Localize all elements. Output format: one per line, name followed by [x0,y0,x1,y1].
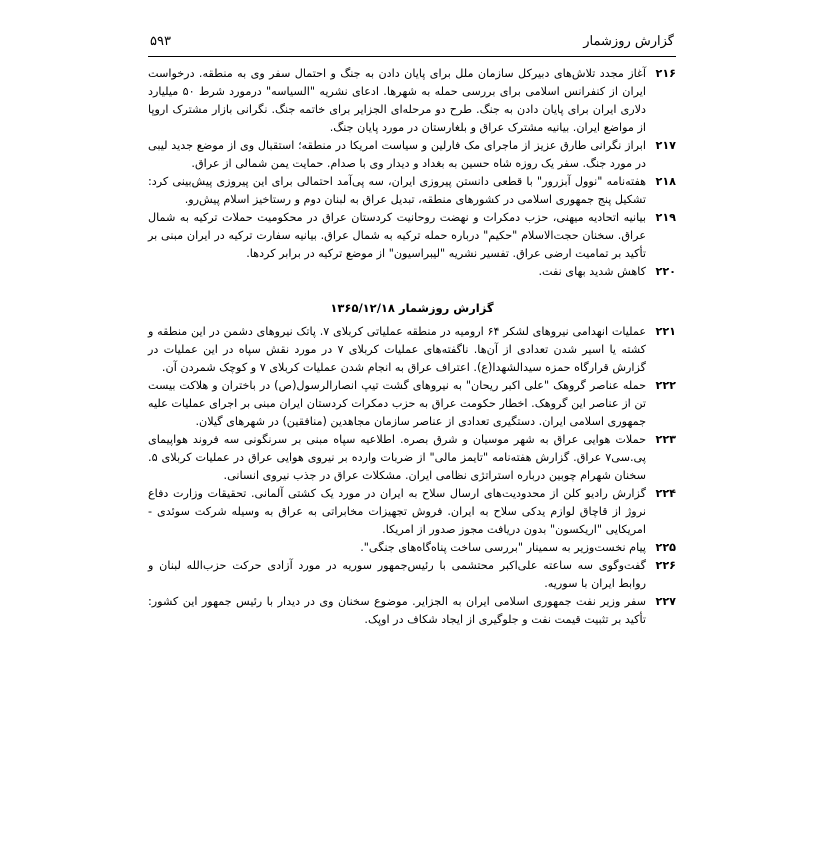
entry-number: ۲۲۲ [655,379,676,392]
entry-text: آغاز مجدد تلاش‌های دبیرکل سازمان ملل برای پایان دادن به جنگ و احتمال سفر وی به منطقه. درخواست ایران از کنفرانس اسلامی برای بررسی حمله به شهرها. ادعای نشریه "السیاسه" درمورد شرط ۵۰ میلیارد دلاری ایران برای پایان دادن به جنگ. طرح دو مرحله‌ای الجزایر برای خاتمه جنگ. نگرانی بازار مشترک اروپا از مواضع ایران. بیانیه مشترک عراق و بلغارستان در مورد پایان جنگ. [148,67,646,134]
entry-222 [148,377,676,431]
entry-218 [148,173,676,209]
entry-226 [148,557,676,593]
entry-216 [148,65,676,137]
entries-bottom [148,323,676,629]
entry-text: پیام نخست‌وزیر به سمینار "بررسی ساخت پناه‌گاه‌های جنگی". [360,541,646,554]
entry-number: ۲۲۳ [655,433,676,446]
page-header [148,30,676,57]
entry-text: هفته‌نامه "نوول آبزرور" با قطعی دانستن پیروزی ایران، سه پی‌آمد احتمالی برای این پیروزی پیش‌بینی کرد: تشکیل پنج جمهوری اسلامی در کشورهای منطقه، تبدیل عراق به لبنان دوم و رستاخیز اسلام پیش‌رو. [148,175,646,206]
entry-text: کاهش شدید بهای نفت. [538,265,646,278]
entry-number: ۲۱۷ [655,139,676,152]
entry-225 [148,539,676,557]
entry-text: سفر وزیر نفت جمهوری اسلامی ایران به الجزایر. موضوع سخنان وی در دیدار با رئیس جمهور این کشور: تأکید بر تثبیت قیمت نفت و جلوگیری از ایجاد شکاف در اوپک. [148,595,646,626]
entry-text: ابراز نگرانی طارق عزیز از ماجرای مک فارلین و سیاست امریکا در منطقه؛ استقبال وی از موضع جدید لیبی در مورد جنگ. سفر یک روزه شاه حسین به بغداد و دیدار وی با صدام. حمایت یمن شمالی از عراق. [148,139,646,170]
entry-number: ۲۲۰ [655,265,676,278]
entry-221 [148,323,676,377]
entry-text: بیانیه اتحادیه میهنی، حزب دمکرات و نهضت روحانیت کردستان عراق در محکومیت حملات ترکیه به شمال عراق. سخنان حجت‌الاسلام "حکیم" درباره حمله ترکیه به شمال عراق. بیانیه سفارت ترکیه در ایران مبنی بر تأکید بر تمامیت ارضی عراق. تفسیر نشریه "لیبراسیون" از موضع ترکیه در برابر کردها. [148,211,646,260]
entry-number: ۲۱۶ [655,67,676,80]
entry-number: ۲۱۹ [655,211,676,224]
entry-number: ۲۲۷ [655,595,676,608]
entry-224 [148,485,676,539]
document-page [148,30,676,850]
entry-number: ۲۱۸ [655,175,676,188]
entry-217 [148,137,676,173]
entry-text: گفت‌وگوی سه ساعته علی‌اکبر محتشمی با رئیس‌جمهور سوریه در مورد آزادی حرکت حزب‌الله لبنان و روابط ایران با سوریه. [148,559,646,590]
entry-text: عملیات انهدامی نیروهای لشکر ۶۴ ارومیه در منطقه عملیاتی کربلای ۷. پاتک نیروهای دشمن در این منطقه و کشته یا اسیر شدن تعدادی از آن‌ها. ناگفته‌های عملیات کربلای ۷ در مورد نقش سپاه در این عملیات در گزارش قرارگاه حمزه سیدالشهدا(ع). اعتراف عراق به انجام شدن عملیات کربلای ۷ و کوچک شمردن آن. [148,325,647,374]
entry-text: حملات هوایی عراق به شهر موسیان و شرق بصره. اطلاعیه سپاه مبنی بر سرنگونی سه فروند هواپیمای پی.سی۷ عراق. گزارش هفته‌نامه "تایمز مالی" از ضربات وارده بر نیروی هوایی عراق در عملیات کربلای ۵. سخنان شهرام چوبین درباره استراتژی نظامی ایران. مشکلات عراق در جذب نیروی انسانی. [148,433,646,482]
entry-number: ۲۲۶ [655,559,676,572]
entry-220 [148,263,676,281]
entry-text: گزارش رادیو کلن از محدودیت‌های ارسال سلاح به ایران در مورد یک کشتی آلمانی. تحقیقات وزارت دفاع نروژ از قاچاق لوازم یدکی سلاح به ایران. فروش تجهیزات مخابراتی به عراق به وسیله شرکت سوئدی - امریکایی "اریکسون" بدون دریافت مجوز صدور از امریکا. [148,487,646,536]
entries-top [148,65,676,281]
entry-number: ۲۲۱ [655,325,676,338]
entry-223 [148,431,676,485]
entry-text: حمله عناصر گروهک "علی اکبر ریحان" به نیروهای گشت تیپ انصارالرسول(ص) در باختران و هلاکت بیست تن از عناصر این گروهک. اخطار حکومت عراق به حزب دمکرات کردستان ایران مبنی بر اجرای عملیات علیه جمهوری اسلامی ایران. دستگیری تعدادی از عناصر سازمان مجاهدین (منافقین) در شهرهای گیلان. [148,379,646,428]
running-title: گزارش روزشمار [583,34,674,49]
section-title: گزارش روزشمار ۱۳۶۵/۱۲/۱۸ [330,301,494,315]
page-number: ۵۹۳ [150,34,171,49]
entry-219 [148,209,676,263]
entry-227 [148,593,676,629]
entry-number: ۲۲۵ [655,541,676,554]
entry-number: ۲۲۴ [655,487,676,500]
